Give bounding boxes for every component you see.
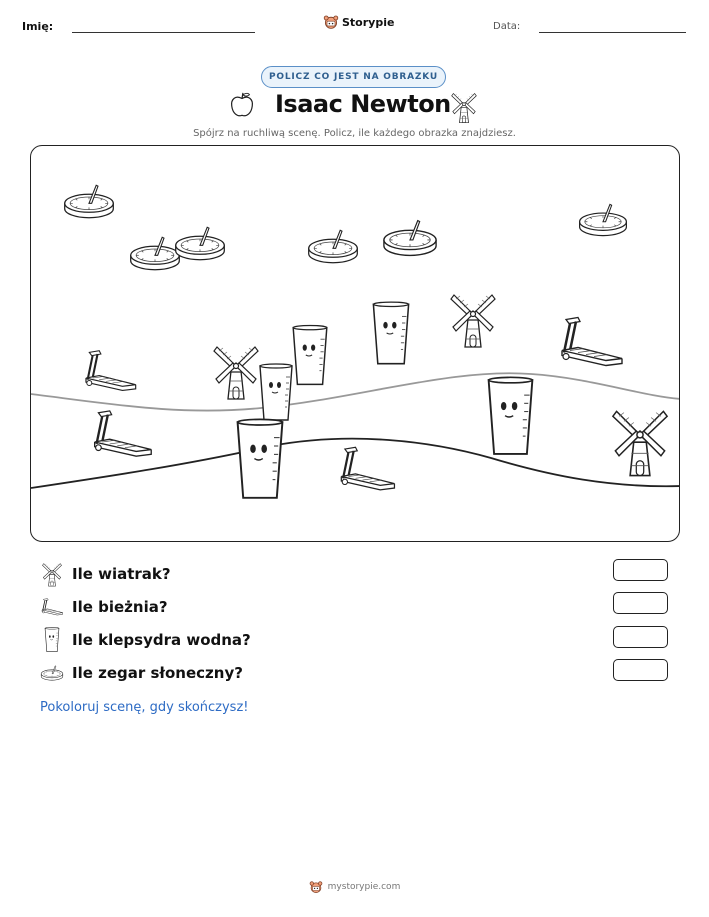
treadmill-icon[interactable] — [341, 447, 394, 490]
question-text: Ile bieżnia? — [72, 598, 168, 616]
footer-url[interactable]: mystorypie.com — [327, 882, 401, 892]
sundial-icon[interactable] — [384, 221, 436, 256]
water-clock-icon[interactable] — [260, 364, 292, 420]
name-field[interactable] — [72, 32, 255, 33]
question-windmill — [40, 561, 171, 587]
water-clock-icon[interactable] — [489, 377, 533, 454]
water-clock-icon — [40, 627, 64, 653]
answer-box-treadmill[interactable] — [613, 592, 668, 614]
question-sundial — [40, 660, 243, 686]
page-title: Isaac Newton — [275, 90, 451, 118]
counting-scene — [30, 145, 680, 542]
treadmill-icon[interactable] — [562, 318, 622, 366]
storypie-mascot-icon — [309, 880, 323, 894]
activity-badge: POLICZ CO JEST NA OBRAZKU — [261, 66, 446, 88]
title-row — [228, 90, 483, 124]
treadmill-icon[interactable] — [95, 411, 152, 456]
treadmill-icon — [40, 596, 64, 618]
apple-icon — [228, 90, 256, 120]
footer — [0, 880, 709, 894]
windmill-icon[interactable] — [451, 295, 495, 347]
water-clock-icon[interactable] — [238, 419, 283, 497]
storypie-mascot-icon — [323, 14, 339, 30]
name-label: Imię: — [22, 20, 54, 33]
question-text: Ile wiatrak? — [72, 565, 171, 583]
windmill-icon[interactable] — [214, 347, 258, 399]
storypie-logo — [323, 14, 394, 30]
answer-box-windmill[interactable] — [613, 559, 668, 581]
windmill-icon[interactable] — [613, 411, 667, 475]
sundial-icon[interactable] — [176, 227, 225, 259]
sundial-icon — [40, 662, 64, 684]
question-text: Ile klepsydra wodna? — [72, 631, 251, 649]
sundial-icon[interactable] — [65, 185, 114, 217]
sundial-icon[interactable] — [131, 237, 180, 269]
question-treadmill — [40, 594, 168, 620]
instructions: Spójrz na ruchliwą scenę. Policz, ile każdego obrazka znajdziesz. — [193, 128, 516, 139]
answer-box-water-clock[interactable] — [613, 626, 668, 648]
water-clock-icon[interactable] — [373, 302, 408, 364]
question-text: Ile zegar słoneczny? — [72, 664, 243, 682]
brand-name: Storypie — [342, 15, 395, 29]
windmill-icon — [40, 561, 64, 587]
question-water-clock — [40, 627, 251, 653]
coloring-note: Pokoloruj scenę, gdy skończysz! — [40, 700, 249, 715]
sundial-icon[interactable] — [580, 204, 627, 235]
answer-box-sundial[interactable] — [613, 659, 668, 681]
date-label: Data: — [493, 21, 521, 32]
date-field[interactable] — [539, 32, 686, 33]
treadmill-icon[interactable] — [86, 351, 136, 391]
sundial-icon[interactable] — [309, 230, 358, 262]
water-clock-icon[interactable] — [293, 326, 327, 385]
hill-line — [31, 373, 680, 410]
windmill-icon — [450, 90, 478, 124]
